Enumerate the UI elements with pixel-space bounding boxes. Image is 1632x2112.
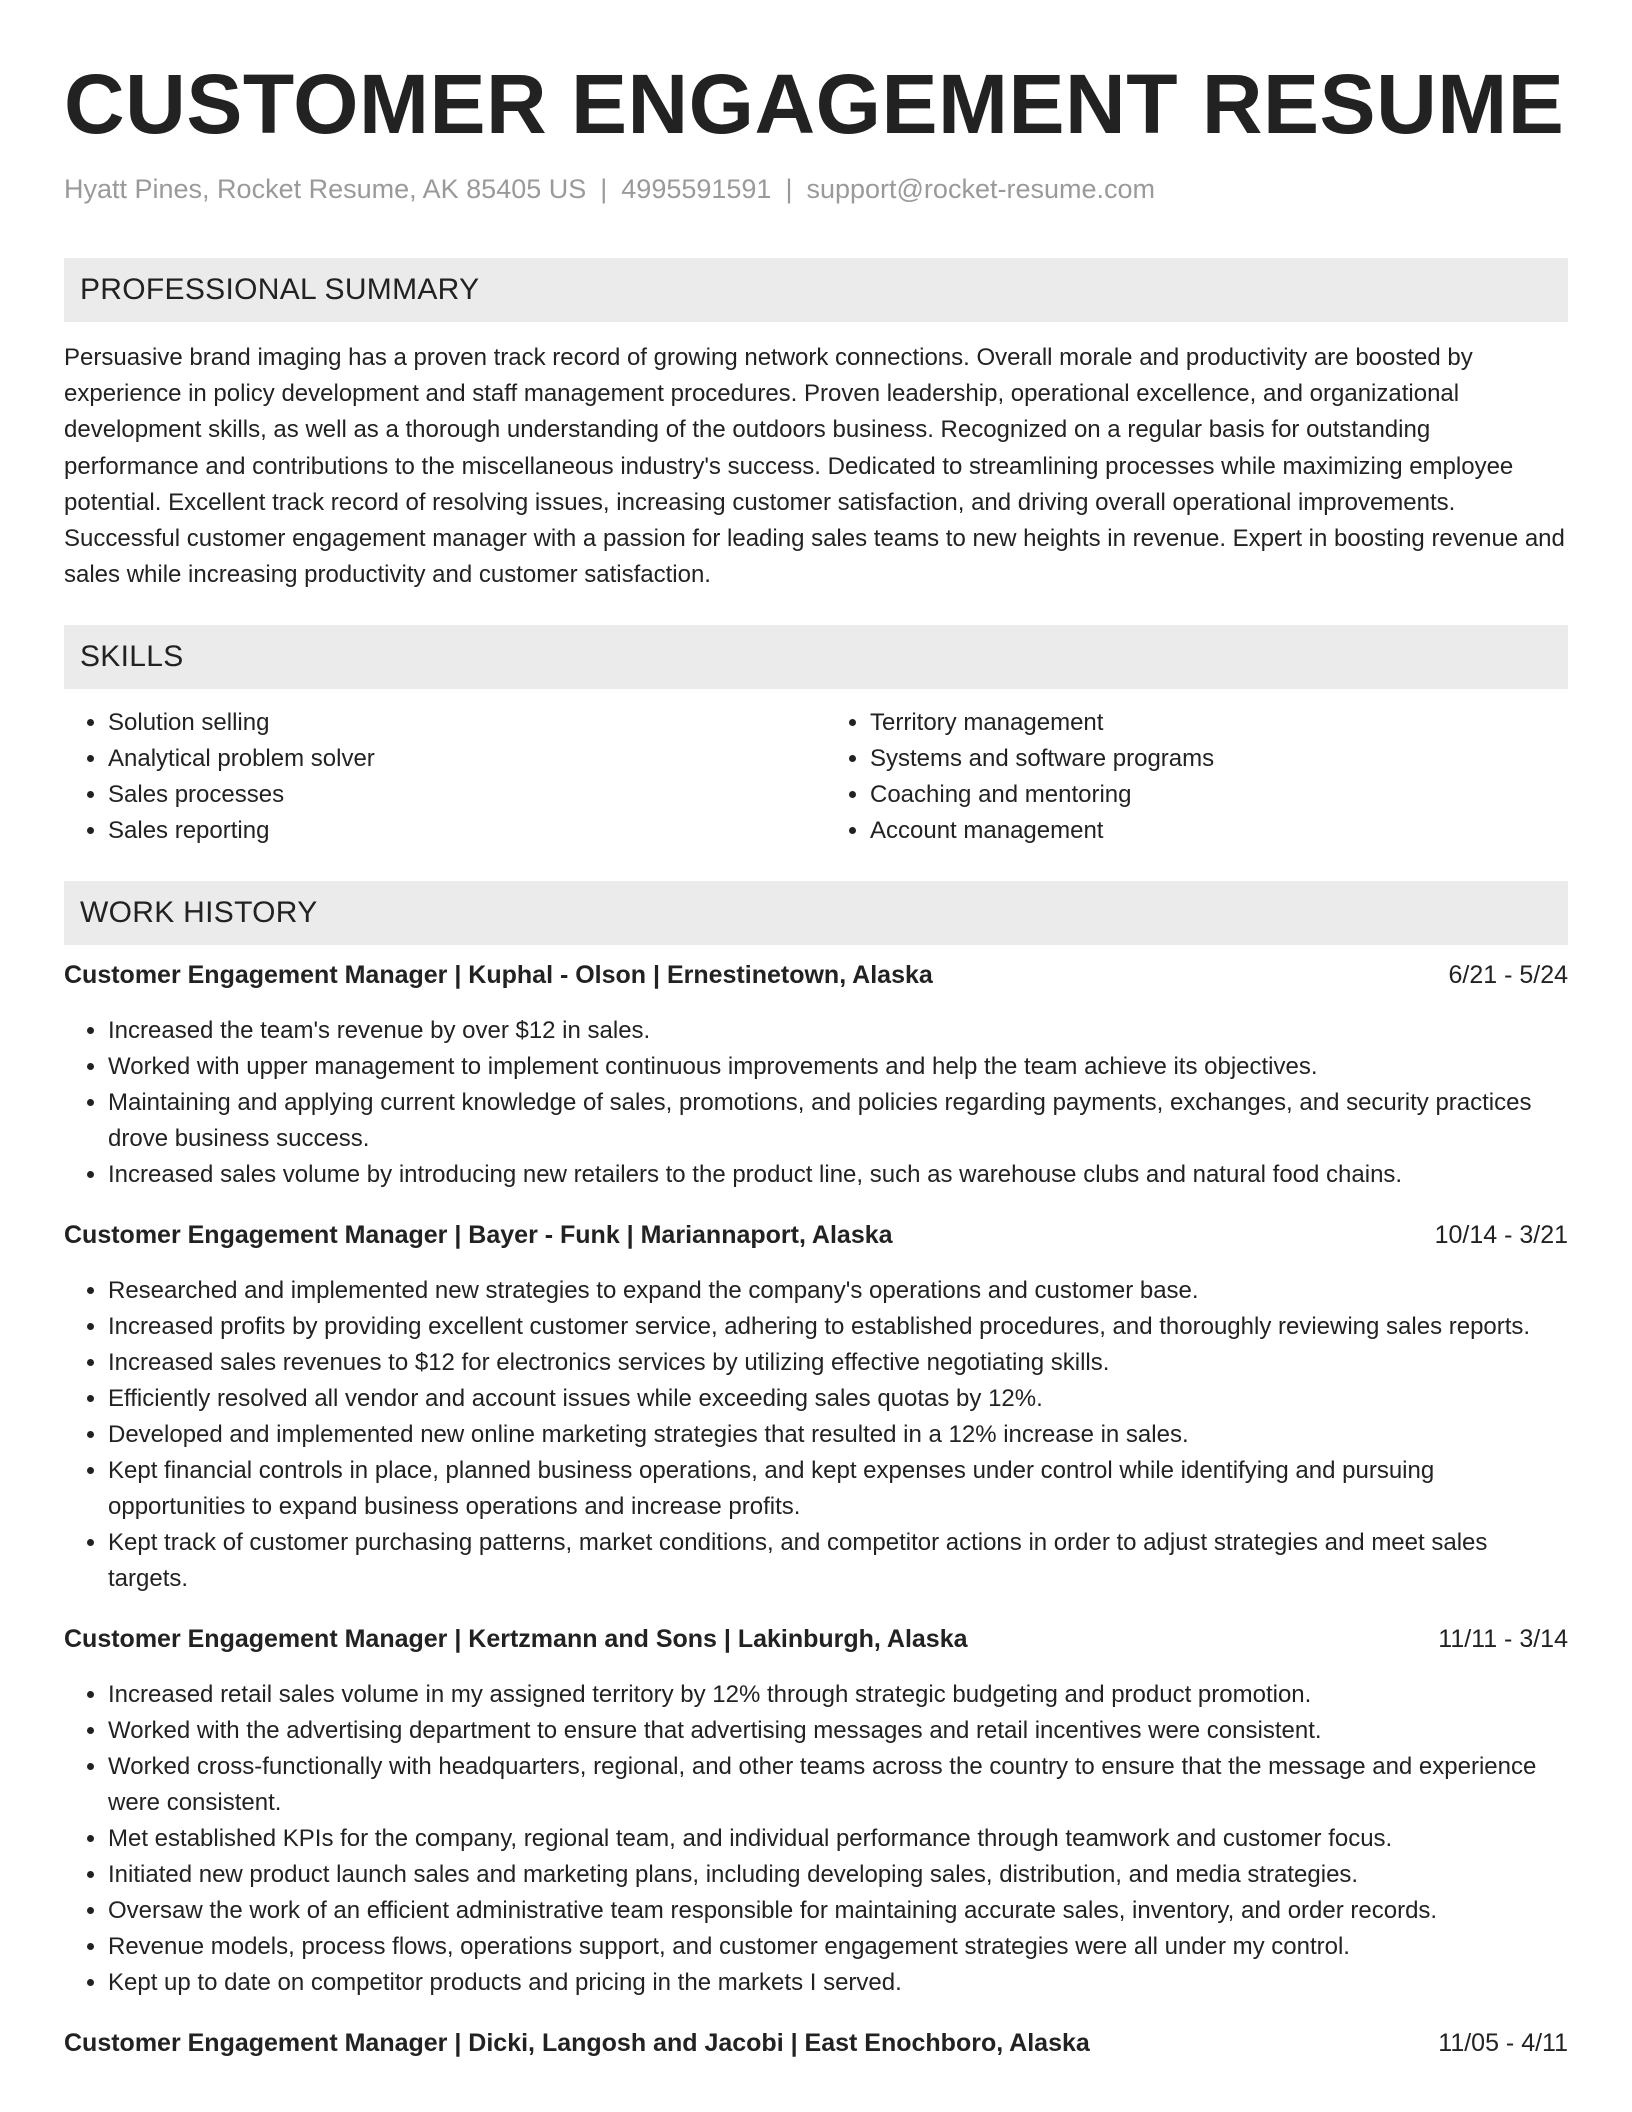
job-bullet: • Efficiently resolved all vendor and account issues while exceeding sales quotas by 12%. <box>108 1381 1568 1417</box>
skill-item: • Systems and software programs <box>870 741 1568 777</box>
job-bullet: • Kept up to date on competitor products and pricing in the markets I served. <box>108 1965 1568 2001</box>
job-bullet: • Revenue models, process flows, operations support, and customer engagement strategies were all under my control. <box>108 1929 1568 1965</box>
job-header <box>64 1625 1568 1665</box>
job-bullet: • Worked with upper management to implement continuous improvements and help the team achieve its objectives. <box>108 1049 1568 1085</box>
job-entry <box>64 2029 1568 2069</box>
resume-title: CUSTOMER ENGAGEMENT RESUME <box>64 57 1565 151</box>
job-bullet: • Increased the team's revenue by over $12 in sales. <box>108 1013 1568 1049</box>
job-header <box>64 2029 1568 2069</box>
contact-email: support@rocket-resume.com <box>806 174 1155 204</box>
job-entry <box>64 1625 1568 2001</box>
contact-address: Hyatt Pines, Rocket Resume, AK 85405 US <box>64 174 587 204</box>
skill-item: • Sales reporting <box>108 813 806 849</box>
job-title: Customer Engagement Manager | Dicki, Langosh and Jacobi | East Enochboro, Alaska <box>64 2029 1090 2058</box>
skills-grid <box>64 705 1568 849</box>
job-bullet: • Oversaw the work of an efficient administrative team responsible for maintaining accurate sales, inventory, and order records. <box>108 1893 1568 1929</box>
job-bullet: • Increased retail sales volume in my assigned territory by 12% through strategic budgeting and product promotion. <box>108 1677 1568 1713</box>
contact-separator: | <box>785 174 793 204</box>
skill-item: • Analytical problem solver <box>108 741 806 777</box>
contact-line <box>64 172 1568 206</box>
job-bullet: • Initiated new product launch sales and marketing plans, including developing sales, distribution, and media strategies. <box>108 1857 1568 1893</box>
job-title: Customer Engagement Manager | Kertzmann and Sons | Lakinburgh, Alaska <box>64 1625 968 1654</box>
summary-heading: PROFESSIONAL SUMMARY <box>80 273 480 306</box>
job-header <box>64 1221 1568 1261</box>
job-title: Customer Engagement Manager | Kuphal - Olson | Ernestinetown, Alaska <box>64 961 933 990</box>
job-bullet: • Worked cross-functionally with headquarters, regional, and other teams across the country to ensure that the message and experience were consistent. <box>108 1749 1568 1821</box>
job-entry <box>64 1221 1568 1597</box>
job-bullet: • Kept track of customer purchasing patterns, market conditions, and competitor actions in order to adjust strategies and meet sales targets. <box>108 1525 1568 1597</box>
summary-section-header <box>64 258 1568 322</box>
job-bullet: • Increased sales revenues to $12 for electronics services by utilizing effective negotiating skills. <box>108 1345 1568 1381</box>
resume-page <box>64 0 1568 2069</box>
job-bullet: • Kept financial controls in place, planned business operations, and kept expenses under control while identifying and pursuing opportunities to expand business operations and increase profits. <box>108 1453 1568 1525</box>
job-entry <box>64 961 1568 1193</box>
job-bullet: • Researched and implemented new strategies to expand the company's operations and customer base. <box>108 1273 1568 1309</box>
contact-separator: | <box>600 174 608 204</box>
job-header <box>64 961 1568 1001</box>
job-title: Customer Engagement Manager | Bayer - Funk | Mariannaport, Alaska <box>64 1221 893 1250</box>
summary-text: Persuasive brand imaging has a proven track record of growing network connections. Overall morale and productivity are boosted by experience in policy development and staff management procedures. Proven leadership, operational excellence, and organizational development skills, as well as a thorough understanding of the outdoors business. Recognized on a regular basis for outstanding performance and contributions to the miscellaneous industry's success. Dedicated to streamlining processes while maximizing employee potential. Excellent track record of resolving issues, increasing customer satisfaction, and driving overall operational improvements. Successful customer engagement manager with a passion for leading sales teams to new heights in revenue. Expert in boosting revenue and sales while increasing productivity and customer satisfaction. <box>64 344 1565 589</box>
job-dates: 10/14 - 3/21 <box>1434 1221 1568 1250</box>
skill-item: • Sales processes <box>108 777 806 813</box>
skill-item: • Coaching and mentoring <box>870 777 1568 813</box>
job-bullet: • Developed and implemented new online marketing strategies that resulted in a 12% increase in sales. <box>108 1417 1568 1453</box>
job-bullets <box>64 1013 1568 1193</box>
skill-item: • Solution selling <box>108 705 806 741</box>
skills-list-right <box>826 705 1568 849</box>
job-bullets <box>64 1273 1568 1597</box>
skills-list-left <box>64 705 806 849</box>
job-bullet: • Maintaining and applying current knowledge of sales, promotions, and policies regarding payments, exchanges, and security practices drove business success. <box>108 1085 1568 1157</box>
skill-item: • Territory management <box>870 705 1568 741</box>
work-heading: WORK HISTORY <box>80 896 318 930</box>
job-bullets <box>64 1677 1568 2001</box>
skills-section-header <box>64 625 1568 689</box>
job-bullet: • Increased sales volume by introducing new retailers to the product line, such as warehouse clubs and natural food chains. <box>108 1157 1568 1193</box>
job-bullet: • Met established KPIs for the company, regional team, and individual performance through teamwork and customer focus. <box>108 1821 1568 1857</box>
job-dates: 6/21 - 5/24 <box>1448 961 1568 990</box>
contact-phone: 4995591591 <box>621 174 772 204</box>
skills-heading: SKILLS <box>80 640 184 674</box>
job-bullet: • Increased profits by providing excellent customer service, adhering to established procedures, and thoroughly reviewing sales reports. <box>108 1309 1568 1345</box>
job-dates: 11/05 - 4/11 <box>1438 2029 1568 2058</box>
skill-item: • Account management <box>870 813 1568 849</box>
job-bullet: • Worked with the advertising department to ensure that advertising messages and retail incentives were consistent. <box>108 1713 1568 1749</box>
work-section-header <box>64 881 1568 945</box>
job-dates: 11/11 - 3/14 <box>1438 1625 1568 1654</box>
